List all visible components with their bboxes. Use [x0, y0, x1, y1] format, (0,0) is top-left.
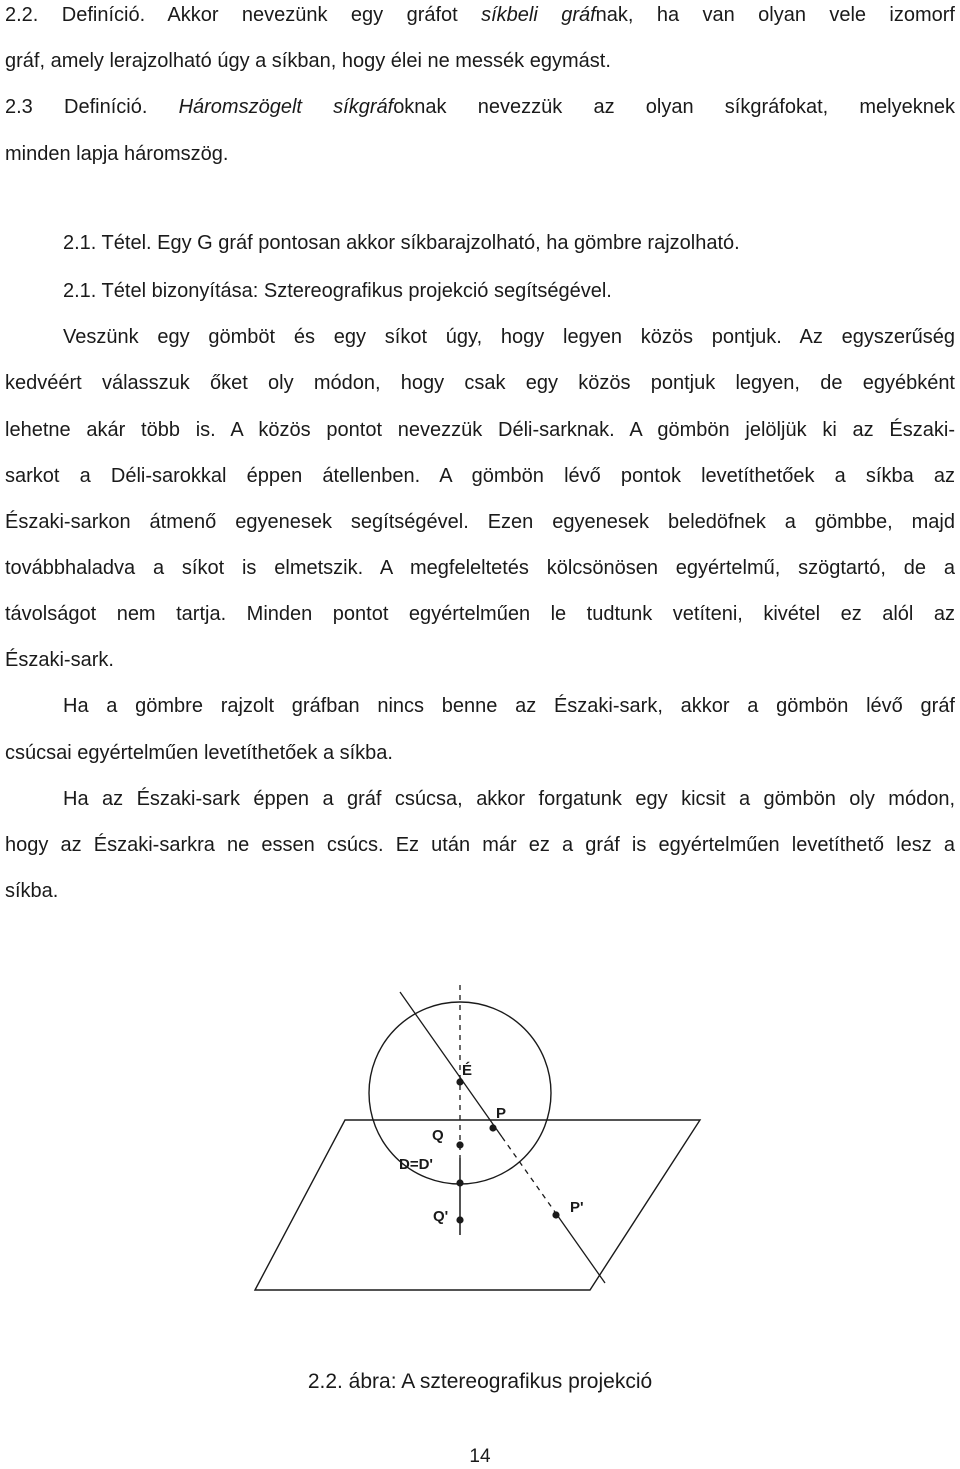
stereographic-projection-figure — [250, 980, 710, 1340]
paragraph-line: lehetne akár több is. A közös pontot nevezzük Déli-sarknak. A gömbön jelöljük ki az Északi- — [5, 419, 955, 441]
projection-line-p-lower — [502, 1137, 555, 1212]
figure-caption: 2.2. ábra: A sztereografikus projekció — [307, 1370, 653, 1393]
definition-2-2-line-1: 2.2. Definíció. Akkor nevezünk egy gráfot síkbeli gráfnak, ha van olyan vele izomorf — [5, 4, 955, 26]
label-q-prime: Q' — [433, 1208, 449, 1225]
paragraph-line: kedvéért válasszuk őket oly módon, hogy csak egy közös pontjuk legyen, de egyébként — [5, 372, 955, 394]
theorem-statement: 2.1. Tétel. Egy G gráf pontosan akkor síkbarajzolható, ha gömbre rajzolható. — [63, 232, 740, 254]
page-number: 14 — [469, 1446, 491, 1467]
label-north: É — [462, 1062, 473, 1079]
label-q: Q — [432, 1127, 444, 1144]
point-q-prime — [456, 1216, 463, 1223]
projection-line-p-upper — [400, 992, 502, 1137]
label-d: D=D' — [399, 1156, 433, 1173]
paragraph-line: Veszünk egy gömböt és egy síkot úgy, hogy legyen közös pontjuk. Az egyszerűség — [63, 326, 955, 348]
point-d — [456, 1179, 463, 1186]
paragraph-line: sarkot a Déli-sarokkal éppen átellenben. A gömbön lévő pontok levetíthetőek a síkba az — [5, 465, 955, 487]
definition-2-3-line-1: 2.3 Definíció. Háromszögelt síkgráfoknak nevezzük az olyan síkgráfokat, melyeknek — [5, 96, 955, 118]
definition-2-2-line-2: gráf, amely lerajzolható úgy a síkban, hogy élei ne messék egymást. — [5, 50, 611, 72]
paragraph-line: Ha a gömbre rajzolt gráfban nincs benne az Északi-sark, akkor a gömbön lévő gráf — [63, 695, 955, 717]
paragraph-line: távolságot nem tartja. Minden pontot egyértelműen le tudtunk vetíteni, kivétel ez alól az — [5, 603, 955, 625]
point-p — [489, 1124, 496, 1131]
point-north — [456, 1078, 463, 1085]
paragraph-line: síkba. — [5, 880, 59, 902]
label-p: P — [496, 1105, 507, 1122]
projection-plane — [255, 1120, 700, 1290]
label-p-prime: P' — [570, 1199, 584, 1216]
definition-2-3-line-2: minden lapja háromszög. — [5, 143, 229, 165]
paragraph-line: csúcsai egyértelműen levetíthetőek a síkba. — [5, 742, 393, 764]
point-p-prime — [552, 1211, 559, 1218]
paragraph-line: Északi-sark. — [5, 649, 114, 671]
projection-line-p-end — [555, 1212, 605, 1283]
proof-title: 2.1. Tétel bizonyítása: Sztereografikus projekció segítségével. — [63, 280, 612, 302]
paragraph-line: hogy az Északi-sarkra ne essen csúcs. Ez után már ez a gráf is egyértelműen levetíthető lesz a — [5, 834, 955, 856]
paragraph-line: továbbhaladva a síkot is elmetszik. A megfeleltetés kölcsönösen egyértelmű, szögtartó, de a — [5, 557, 955, 579]
paragraph-line: Északi-sarkon átmenő egyenesek segítségével. Ezen egyenesek beledöfnek a gömbbe, majd — [5, 511, 955, 533]
paragraph-line: Ha az Északi-sark éppen a gráf csúcsa, akkor forgatunk egy kicsit a gömbön oly módon, — [63, 788, 955, 810]
point-q — [456, 1141, 463, 1148]
